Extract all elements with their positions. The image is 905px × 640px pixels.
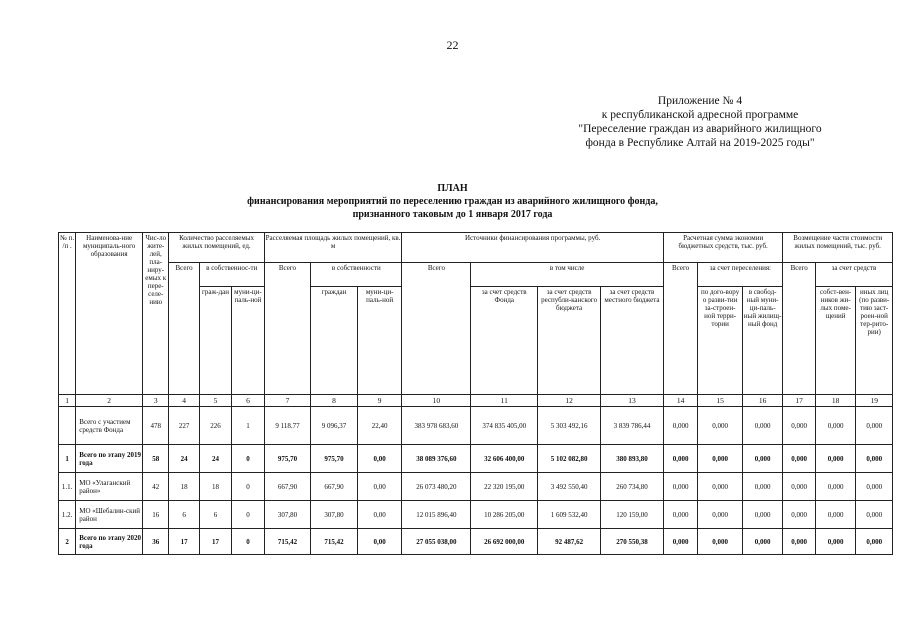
column-number-cell: 12 bbox=[538, 395, 601, 407]
table-row bbox=[59, 473, 893, 501]
appendix-note bbox=[540, 94, 860, 150]
value-cell: 307,80 bbox=[264, 501, 311, 529]
column-number-cell: 3 bbox=[143, 395, 169, 407]
value-cell: 0,000 bbox=[663, 445, 697, 473]
value-cell: 0,000 bbox=[783, 473, 815, 501]
value-cell: 27 055 038,00 bbox=[402, 529, 471, 555]
value-cell: 1 bbox=[232, 407, 264, 445]
header-cell: Наименова-ние муниципаль-ного образования bbox=[76, 233, 143, 395]
value-cell: 42 bbox=[143, 473, 169, 501]
value-cell: 307,80 bbox=[311, 501, 358, 529]
financing-table bbox=[58, 232, 893, 555]
value-cell: 0,000 bbox=[783, 529, 815, 555]
header-cell: в том числе bbox=[471, 263, 664, 287]
value-cell: 0,000 bbox=[783, 501, 815, 529]
value-cell: 0,000 bbox=[815, 407, 856, 445]
value-cell: 0,00 bbox=[357, 529, 402, 555]
column-number-cell: 16 bbox=[742, 395, 783, 407]
value-cell: 0,000 bbox=[698, 529, 743, 555]
document-title bbox=[0, 182, 905, 221]
value-cell: 0,000 bbox=[698, 501, 743, 529]
appendix-line: к республиканской адресной программе bbox=[601, 109, 799, 121]
value-cell: 10 286 205,00 bbox=[471, 501, 538, 529]
value-cell: 0,00 bbox=[357, 501, 402, 529]
value-cell: 5 303 492,16 bbox=[538, 407, 601, 445]
value-cell: 260 734,80 bbox=[601, 473, 664, 501]
value-cell: 667,90 bbox=[311, 473, 358, 501]
value-cell: 0,000 bbox=[742, 529, 783, 555]
table-row bbox=[59, 529, 893, 555]
value-cell: 0,000 bbox=[856, 501, 893, 529]
value-cell: 36 bbox=[143, 529, 169, 555]
value-cell: 18 bbox=[169, 473, 199, 501]
value-cell: 0,000 bbox=[663, 501, 697, 529]
row-number-cell: 1 bbox=[59, 445, 76, 473]
value-cell: 1 609 532,40 bbox=[538, 501, 601, 529]
header-cell: Количество расселяемых жилых помещений, ед. bbox=[169, 233, 264, 263]
value-cell: 22,40 bbox=[357, 407, 402, 445]
value-cell: 0,00 bbox=[357, 473, 402, 501]
column-number-cell: 14 bbox=[663, 395, 697, 407]
value-cell: 32 606 400,00 bbox=[471, 445, 538, 473]
value-cell: 0,000 bbox=[742, 445, 783, 473]
value-cell: 715,42 bbox=[311, 529, 358, 555]
header-cell: Всего bbox=[264, 263, 311, 395]
value-cell: 22 320 195,00 bbox=[471, 473, 538, 501]
value-cell: 0,00 bbox=[357, 445, 402, 473]
value-cell: 383 978 683,60 bbox=[402, 407, 471, 445]
header-cell: Всего bbox=[402, 263, 471, 395]
value-cell: 715,42 bbox=[264, 529, 311, 555]
header-cell: граждан bbox=[311, 287, 358, 395]
value-cell: 24 bbox=[199, 445, 231, 473]
value-cell: 3 492 550,40 bbox=[538, 473, 601, 501]
header-cell: за счет средств Фонда bbox=[471, 287, 538, 395]
header-cell: № п. /п . bbox=[59, 233, 76, 395]
column-number-cell: 19 bbox=[856, 395, 893, 407]
column-number-cell: 6 bbox=[232, 395, 264, 407]
header-row bbox=[59, 233, 893, 263]
header-cell: за счет переселения: bbox=[698, 263, 783, 287]
column-number-cell: 15 bbox=[698, 395, 743, 407]
column-number-cell: 11 bbox=[471, 395, 538, 407]
column-number-cell: 8 bbox=[311, 395, 358, 407]
value-cell: 0,000 bbox=[742, 501, 783, 529]
value-cell: 38 089 376,60 bbox=[402, 445, 471, 473]
header-cell: Всего bbox=[169, 263, 199, 395]
value-cell: 0 bbox=[232, 473, 264, 501]
financing-table-wrap bbox=[58, 232, 893, 555]
value-cell: 26 692 000,00 bbox=[471, 529, 538, 555]
value-cell: 0,000 bbox=[856, 473, 893, 501]
value-cell: 0,000 bbox=[856, 529, 893, 555]
header-cell: иных лиц (по разви-тию заст-роен-ной тер-рито-рии) bbox=[856, 287, 893, 395]
value-cell: 0 bbox=[232, 445, 264, 473]
value-cell: 226 bbox=[199, 407, 231, 445]
header-cell: Чис-ло жите-лей, пла-ниру-емых к пере-селе-нию bbox=[143, 233, 169, 395]
row-number-cell bbox=[59, 407, 76, 445]
header-cell: за счет средств bbox=[815, 263, 892, 287]
row-number-cell: 1.1. bbox=[59, 473, 76, 501]
table-row bbox=[59, 501, 893, 529]
value-cell: 17 bbox=[199, 529, 231, 555]
column-number-cell: 2 bbox=[76, 395, 143, 407]
value-cell: 6 bbox=[169, 501, 199, 529]
value-cell: 0,000 bbox=[815, 501, 856, 529]
header-cell: в собственнос-ти bbox=[199, 263, 264, 287]
header-cell: по дого-вору о разви-тии за-строен-ной терри-тории bbox=[698, 287, 743, 395]
appendix-line: "Переселение граждан из аварийного жилищного bbox=[578, 123, 822, 135]
column-number-cell: 5 bbox=[199, 395, 231, 407]
value-cell: 92 487,62 bbox=[538, 529, 601, 555]
appendix-line: фонда в Республике Алтай на 2019-2025 годы" bbox=[585, 137, 815, 149]
value-cell: 0,000 bbox=[783, 445, 815, 473]
row-name-cell: Всего по этапу 2020 года bbox=[76, 529, 143, 555]
value-cell: 0 bbox=[232, 529, 264, 555]
value-cell: 120 159,00 bbox=[601, 501, 664, 529]
value-cell: 0 bbox=[232, 501, 264, 529]
value-cell: 3 839 786,44 bbox=[601, 407, 664, 445]
value-cell: 374 835 405,00 bbox=[471, 407, 538, 445]
row-name-cell: Всего с участием средств Фонда bbox=[76, 407, 143, 445]
header-cell: Всего bbox=[783, 263, 815, 395]
table-body bbox=[59, 233, 893, 555]
row-name-cell: Всего по этапу 2019 года bbox=[76, 445, 143, 473]
value-cell: 478 bbox=[143, 407, 169, 445]
value-cell: 380 893,80 bbox=[601, 445, 664, 473]
value-cell: 17 bbox=[169, 529, 199, 555]
column-number-cell: 13 bbox=[601, 395, 664, 407]
title-line: финансирования мероприятий по переселению граждан из аварийного жилищного фонда, bbox=[247, 196, 658, 207]
value-cell: 58 bbox=[143, 445, 169, 473]
row-number-cell: 1.2. bbox=[59, 501, 76, 529]
value-cell: 26 073 480,20 bbox=[402, 473, 471, 501]
header-row bbox=[59, 263, 893, 287]
header-cell: Источники финансирования программы, руб. bbox=[402, 233, 663, 263]
row-name-cell: МО «Улаганский район» bbox=[76, 473, 143, 501]
value-cell: 9 096,37 bbox=[311, 407, 358, 445]
value-cell: 0,000 bbox=[663, 473, 697, 501]
column-number-cell: 7 bbox=[264, 395, 311, 407]
value-cell: 0,000 bbox=[815, 529, 856, 555]
header-cell: муни-ци-паль-ной bbox=[232, 287, 264, 395]
header-cell: в свобод-ный муни-ци-паль-ный жилищ-ный фонд bbox=[742, 287, 783, 395]
value-cell: 667,90 bbox=[264, 473, 311, 501]
table-row bbox=[59, 445, 893, 473]
header-cell: за счет средств местного бюджета bbox=[601, 287, 664, 395]
value-cell: 0,000 bbox=[815, 445, 856, 473]
value-cell: 975,70 bbox=[264, 445, 311, 473]
column-number-cell: 4 bbox=[169, 395, 199, 407]
column-number-cell: 9 bbox=[357, 395, 402, 407]
value-cell: 24 bbox=[169, 445, 199, 473]
value-cell: 16 bbox=[143, 501, 169, 529]
value-cell: 12 015 896,40 bbox=[402, 501, 471, 529]
value-cell: 0,000 bbox=[663, 407, 697, 445]
column-number-cell: 18 bbox=[815, 395, 856, 407]
value-cell: 0,000 bbox=[698, 445, 743, 473]
header-cell: за счет средств республи-канского бюджета bbox=[538, 287, 601, 395]
column-number-cell: 17 bbox=[783, 395, 815, 407]
title-line: признанного таковым до 1 января 2017 года bbox=[352, 209, 553, 220]
column-number-cell: 10 bbox=[402, 395, 471, 407]
value-cell: 0,000 bbox=[698, 473, 743, 501]
value-cell: 0,000 bbox=[742, 473, 783, 501]
header-cell: Расселяемая площадь жилых помещений, кв. м bbox=[264, 233, 402, 263]
row-number-cell: 2 bbox=[59, 529, 76, 555]
header-cell: муни-ци-паль-ной bbox=[357, 287, 402, 395]
value-cell: 0,000 bbox=[783, 407, 815, 445]
value-cell: 9 118.77 bbox=[264, 407, 311, 445]
table-row bbox=[59, 407, 893, 445]
appendix-line: Приложение № 4 bbox=[657, 95, 743, 107]
value-cell: 975,70 bbox=[311, 445, 358, 473]
header-cell: Возмещение части стоимости жилых помещений, тыс. руб. bbox=[783, 233, 893, 263]
value-cell: 0,000 bbox=[698, 407, 743, 445]
value-cell: 0,000 bbox=[663, 529, 697, 555]
column-number-row bbox=[59, 395, 893, 407]
row-name-cell: МО «Шебалин-ский район bbox=[76, 501, 143, 529]
column-number-cell: 1 bbox=[59, 395, 76, 407]
value-cell: 0,000 bbox=[856, 445, 893, 473]
value-cell: 18 bbox=[199, 473, 231, 501]
value-cell: 270 550,38 bbox=[601, 529, 664, 555]
value-cell: 5 102 082,80 bbox=[538, 445, 601, 473]
header-cell: в собственности bbox=[311, 263, 402, 287]
value-cell: 0,000 bbox=[815, 473, 856, 501]
value-cell: 0,000 bbox=[856, 407, 893, 445]
page-number: 22 bbox=[446, 38, 459, 52]
header-cell: Расчетная сумма экономии бюджетных средств, тыс. руб. bbox=[663, 233, 783, 263]
value-cell: 227 bbox=[169, 407, 199, 445]
header-cell: граж-дан bbox=[199, 287, 231, 395]
header-cell: Всего bbox=[663, 263, 697, 395]
value-cell: 6 bbox=[199, 501, 231, 529]
title-line: ПЛАН bbox=[437, 183, 468, 194]
value-cell: 0,000 bbox=[742, 407, 783, 445]
header-cell: собст-вен-ников жи-лых поме-щений bbox=[815, 287, 856, 395]
